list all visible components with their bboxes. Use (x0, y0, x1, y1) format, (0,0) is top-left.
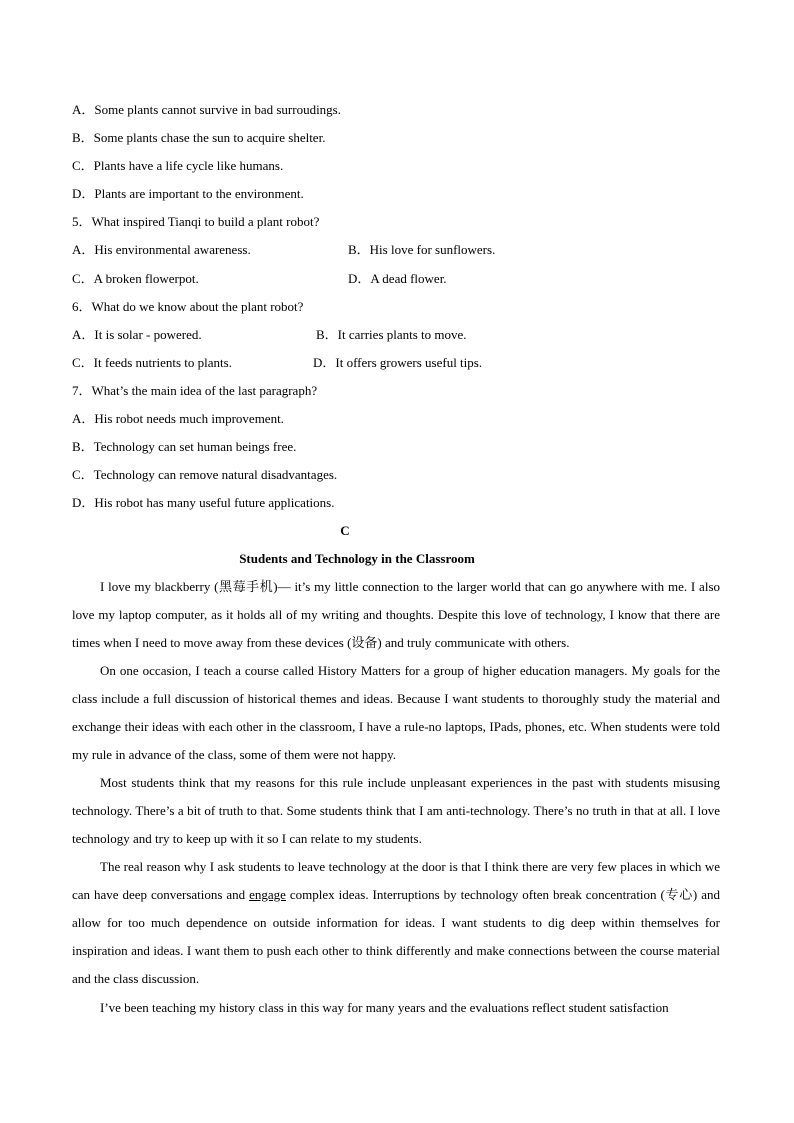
q4-option-b: B．Some plants chase the sun to acquire shelter. (72, 130, 326, 145)
section-letter: C (340, 523, 350, 538)
paragraph-3: Most students think that my reasons for this rule include unpleasant experiences in the past with students misusing technology. There’s a bit of truth to that. Some students think that I am anti-technology. There’s no truth in that at all. I love technology and try to keep up with it so I can relate to my students. (72, 775, 720, 846)
paragraph-2: On one occasion, I teach a course called History Matters for a group of higher education managers. My goals for the class include a full discussion of historical themes and ideas. Because I want students to thoroughly study the material and exchange their ideas with each other in the classroom, I have a rule-no laptops, IPads, phones, etc. When students were told my rule in advance of the class, some of them were not happy. (72, 663, 720, 762)
q7-option-a: A．His robot needs much improvement. (72, 411, 284, 426)
q7-option-c: C．Technology can remove natural disadvantages. (72, 467, 338, 482)
q7-option-d: D．His robot has many useful future applications. (72, 495, 335, 510)
q6-option-d: D．It offers growers useful tips. (313, 355, 483, 370)
q5-stem: 5．What inspired Tianqi to build a plant robot? (72, 214, 320, 229)
passage-title: Students and Technology in the Classroom (239, 551, 475, 566)
paragraph-5: I’ve been teaching my history class in this way for many years and the evaluations reflect student satisfaction (100, 1000, 669, 1015)
q6-stem: 6．What do we know about the plant robot? (72, 299, 304, 314)
q6-option-c: C．It feeds nutrients to plants. (72, 355, 232, 370)
q7-option-b: B．Technology can set human beings free. (72, 439, 297, 454)
paragraph-4-end: complex ideas. Interruptions by technology often break concentration (专心) and allow for too much dependence on outside information for ideas. I want students to dig deep within themselves for inspiration and ideas. I want them to push each other to think differently and make connections between the course material and the class discussion. (72, 887, 720, 986)
q5-option-c: C．A broken flowerpot. (72, 271, 199, 286)
q7-stem: 7．What’s the main idea of the last paragraph? (72, 383, 318, 398)
q5-option-a: A．His environmental awareness. (72, 242, 251, 257)
q6-option-a: A．It is solar - powered. (72, 327, 202, 342)
q4-option-a: A．Some plants cannot survive in bad surroudings. (72, 102, 341, 117)
q5-option-b: B．His love for sunflowers. (348, 242, 496, 257)
paragraph-4-start: The real reason why I ask students to leave technology at the door is that I think there are very few places in which we can have deep conversations and (72, 859, 720, 902)
q4-option-c: C．Plants have a life cycle like humans. (72, 158, 284, 173)
paragraph-4 (72, 853, 720, 993)
q5-option-d: D．A dead flower. (348, 271, 447, 286)
underlined-word-engage: engage (249, 887, 286, 902)
q4-option-d: D．Plants are important to the environment. (72, 186, 304, 201)
q6-option-b: B．It carries plants to move. (316, 327, 467, 342)
paragraph-1: I love my blackberry (黑莓手机)— it’s my little connection to the larger world that can go anywhere with me. I also love my laptop computer, as it holds all of my writing and thoughts. Despite this love of technology, I know that there are times when I need to move away from these devices (设备) and truly communicate with others. (72, 579, 720, 650)
